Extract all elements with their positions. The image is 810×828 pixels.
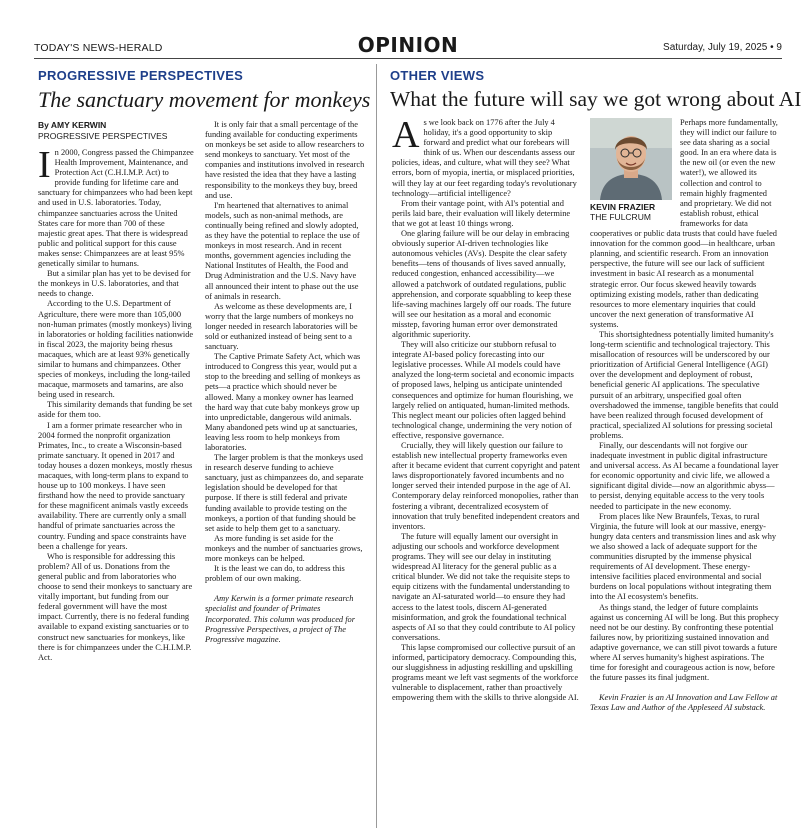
- paragraph: As more funding is set aside for the monkeys and the number of sanctuaries grows, more monkeys can be helped.: [205, 533, 363, 564]
- byline-author: By AMY KERWIN: [38, 120, 107, 130]
- right-headline: What the future will say we got wrong about AI: [390, 87, 802, 111]
- paragraph: Crucially, they will likely question our failure to establish new intellectual property frameworks even after it became evident that current copyright and patent laws disproportionately favored incumbents and no longer served their intended purpose in the age of AI. Contemporary delay reinforced monopolies, rather than fostering a vibrant, decentralized ecosystem of innovation that truly benefited independent creators and inventors.: [392, 441, 580, 531]
- paragraph: Who is responsible for addressing this problem? All of us. Donations from the general public and from laboratories who choose to send their monkeys to sanctuary are vitally important, but funding from our federal government will have the most impact. Currently, there is no federal funding available to expand existing sanctuaries or to construct new sanctuaries for monkeys, like there is for chimpanzees under the C.H.I.M.P. Act.: [38, 551, 193, 662]
- paragraph: Finally, our descendants will not forgive our inadequate investment in public digital infrastructure and universal access. As AI became a foundational layer for economic opportunity and civic life, we allowed a significant digital divide—now an algorithmic abyss—to persist, denying equitable access to the very tools needed to participate in the new economy.: [590, 441, 779, 511]
- paragraph: They will also criticize our stubborn refusal to integrate AI-based policy forecasting into our legislative processes. While AI models could have analyzed the long-term societal and economic impacts of proposed laws, helping us anticipate unintended consequences and optimize for human flourishing, we largely relied on antiquated, human-limited methods. This neglect meant our policies often lagged behind technological change, undermining the very notion of effective, responsive governance.: [392, 340, 574, 440]
- right-kicker: OTHER VIEWS: [390, 68, 485, 83]
- masthead: [34, 0, 782, 59]
- drop-cap: A: [392, 118, 420, 156]
- photo-caption-name: KEVIN FRAZIER: [590, 202, 656, 212]
- paragraph: I am a former primate researcher who in 2004 formed the nonprofit organization Primates, Inc., to create a Wisconsin-based primate sanctuary. It opened in 2017 and today houses a dozen monkeys, mostly rhesus macaques, with long-term plans to expand to house up to 100 monkeys. I have seen firsthand how the need to provide sanctuary for these magnificent animals vastly exceeds availability. There are currently only a small handful of primate sanctuaries across the country. Funding and space constraints have been a challenge for years.: [38, 420, 193, 551]
- author-note: Kevin Frazier is an AI Innovation and Law Fellow at Texas Law and Author of the Appleseed AI substack.: [590, 693, 778, 713]
- paper-name: TODAY'S NEWS-HERALD: [34, 42, 163, 54]
- paragraph: From their vantage point, with AI's potential and perils laid bare, their evaluation will likely determine that we got at least 10 things wrong.: [392, 198, 571, 228]
- paragraph: The future will equally lament our oversight in adjusting our schools and workforce development programs. They will see our delay in instituting widespread AI literacy for the general public as a critical blunder. We did not take the requisite steps to equip citizens with the fundamental understanding to navigate an AI-saturated world—to ensure they had access to the latest tools, discern AI-generated misinformation, and grok the foundational technical aspects of AI so that they could contribute to AI policy conversations.: [392, 531, 576, 642]
- left-column-1: [38, 148, 194, 820]
- paragraph: This shortsightedness potentially limited humanity's long-term scientific and technological trajectory. This misallocation of resources will be underscored by our prioritization of Artificial General Intelligence (AGI) over the development and deployment of robust, beneficial generic AI applications. The speculative pursuit of an arbitrary, unspecified goal often overshadowed the immense, tangible benefits that could have been realized through focused development of practical, specialized AI solutions for pressing societal problems.: [590, 329, 779, 440]
- paragraph: The Captive Primate Safety Act, which was introduced to Congress this year, would put a stop to the breeding and selling of monkeys as pets—a practice which should never be allowed. Many a monkey owner has learned the hard way that cute baby monkeys grow up into unpredictable, dangerous wild animals. Many abandoned pets wind up at sanctuaries, leaving less room to help monkeys from laboratories.: [205, 352, 361, 452]
- paragraph: But a similar plan has yet to be devised for the monkeys in U.S. laboratories, and that needs to change.: [38, 269, 191, 299]
- left-byline: [38, 120, 167, 141]
- author-photo: [590, 118, 672, 200]
- section-title: OPINION: [357, 33, 459, 57]
- drop-cap: I: [38, 148, 51, 186]
- byline-org: PROGRESSIVE PERSPECTIVES: [38, 130, 168, 141]
- author-photo-block: [590, 118, 672, 222]
- paragraph: Perhaps more fundamentally, they will indict our failure to see data sharing as a social good. In an era where data is the new oil (or even the new water!), we allowed its collection and control to remain highly fragmented and proprietary. We did not establish robust, ethical frameworks for data cooperatives or public data trusts that could have fueled innovation for the common good—in healthcare, urban planning, and scientific research. From an innovation perspective, the future will see our lack of sufficient investment in basic AI research as a monumental strategic error. Our focus skewed heavily towards optimizing existing models, rather than dedicating resources to more elementary inquiries that could uncover the next generation of transformative AI systems.: [590, 118, 778, 329]
- paragraph: The larger problem is that the monkeys used in research deserve funding to achieve sanctuary, just as chimpanzees do, and separate legislation should be developed for that purpose. If there is still federal and private funding available to provide testing on the monkeys, a portion of that funding should be set aside to help them get to a sanctuary.: [205, 453, 364, 533]
- paragraph: According to the U.S. Department of Agriculture, there were more than 105,000 non-human primates (mostly monkeys) living in laboratories or holding facilities nationwide in fiscal 2023, the majority being rhesus macaques, which are at least 93% genetically similar to humans and chimpanzees. Other species of monkeys, including the long-tailed macaque, marmosets and tamarins, are also being used in research.: [38, 299, 194, 400]
- paragraph: In 2000, Congress passed the Chimpanzee Health Improvement, Maintenance, and Protection Act (C.H.I.M.P. Act) to provide funding for lifetime care and sanctuary for chimpanzees who had been kept and used in U.S. laboratories. Today, chimpanzee sanctuaries across the United States care for more than 700 of these majestic great apes. That there is widespread public and political support for this cause makes sense: Chimpanzees are at least 95% genetically similar to humans.: [38, 148, 194, 269]
- paragraph: It is only fair that a small percentage of the funding available for conducting experiments on monkeys be set aside to allow researchers to send monkeys to sanctuary. Yet most of the companies and institutions involved in research have resisted the idea that they have a lasting responsibility to the monkeys they buy, breed and use.: [205, 120, 365, 200]
- paragraph: This lapse compromised our collective pursuit of an informed, participatory democracy. Compounding this, our sluggishness in adjusting reskilling and upskilling programs meant we left vast segments of the workforce vulnerable to displacement, rather than proactively empowering them with the skills to thrive alongside AI.: [392, 642, 579, 703]
- right-column-2: [590, 118, 780, 820]
- right-column-1: [392, 118, 580, 820]
- paragraph: It is the least we can do, to address this problem of our own making.: [205, 564, 345, 584]
- paragraph: This similarity demands that funding be set aside for them too.: [38, 400, 193, 420]
- paragraph: I'm heartened that alternatives to animal models, such as non-animal methods, are continually being refined and slowly adopted, as they have the potential to replace the use of monkeys in most research. And in recent months, government agencies including the National Institutes of Health, the Food and Drug Administration and the U.S. Navy have all announced their intent to phase out the use of animals in research.: [205, 200, 360, 301]
- paragraph: One glaring failure will be our delay in embracing obviously superior AI-driven technologies like autonomous vehicles (AVs). Despite the clear safety benefits—tens of thousands of lives saved annually, reduced congestion, enhanced accessibility—we allowed a patchwork of outdated regulations, public apprehension, and corporate squabbling to keep these life-saving machines largely off our roads. The future will see our hesitation as a moral and economic misstep, favoring human error over demonstrated algorithmic superiority.: [392, 229, 572, 339]
- left-column-2: [205, 120, 365, 820]
- left-headline: The sanctuary movement for monkeys: [38, 87, 371, 112]
- author-note: Amy Kerwin is a former primate research specialist and founder of Primates Incorporated. This column was produced for Progressive Perspectives, a project of The Progressive magazine.: [205, 594, 355, 644]
- left-kicker: PROGRESSIVE PERSPECTIVES: [38, 68, 244, 83]
- paragraph: From places like New Braunfels, Texas, to rural Virginia, the future will look at our massive, energy-hungry data centers and transmission lines and ask why we also showed a lack of adequate support for the communities disrupted by the immense physical requirements of AI development. These energy-intensive facilities placed environmental and social burdens on local populations without integrating them into the AI ecosystem's benefits.: [590, 511, 777, 602]
- photo-caption-org: THE FULCRUM: [590, 212, 651, 223]
- column-divider: [376, 64, 377, 828]
- date-page: Saturday, July 19, 2025 • 9: [663, 42, 782, 53]
- paragraph: As things stand, the ledger of future complaints against us concerning AI will be long. But this prophecy need not be our destiny. By confronting these potential failures now, by prioritizing sustained innovation and adaptive governance, we can still pivot towards a future where AI serves humanity's highest aspirations. The time for foresight and courageous action is now, before the future passes its final judgment.: [590, 602, 779, 683]
- paragraph: As we look back on 1776 after the July 4 holiday, it's a good opportunity to skip forward and predict what our forebears will think of us. When our descendants assess our policies, ideas, and culture, what will they see? What errors, born of myopia, inertia, or misplaced priorities, will they lay at our feet regarding today's revolutionary technology—artificial intelligence?: [392, 118, 577, 198]
- paragraph: As welcome as these developments are, I worry that the large numbers of monkeys no longer needed in research laboratories will be sold or euthanized instead of being sent to a sanctuary.: [205, 301, 358, 352]
